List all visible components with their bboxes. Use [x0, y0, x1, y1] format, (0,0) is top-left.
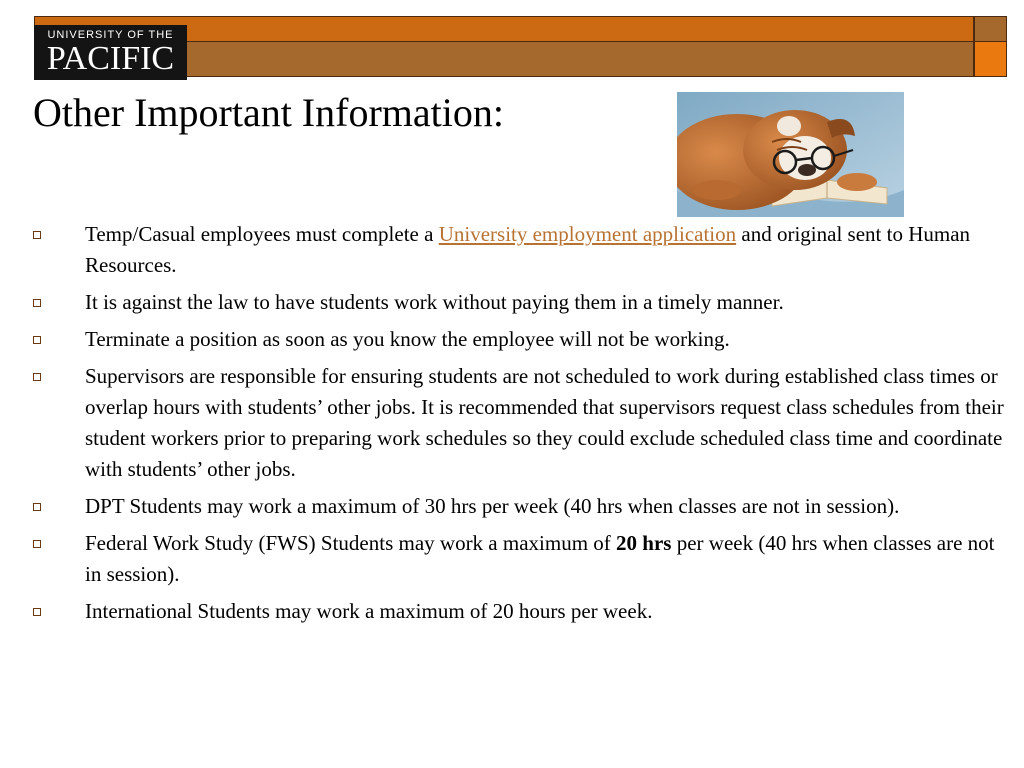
list-item	[30, 596, 1015, 627]
bullet-text-bold: 20 hrs	[616, 531, 672, 555]
bullet-text-before: Temp/Casual employees must complete a	[85, 222, 439, 246]
info-bullet-list	[30, 219, 1015, 633]
slide-title: Other Important Information:	[33, 90, 504, 135]
logo-top-text: UNIVERSITY OF THE	[47, 29, 174, 41]
bullet-text: International Students may work a maximum of 20 hours per week.	[85, 599, 653, 623]
list-item	[30, 287, 1015, 318]
square-bullet-icon	[33, 373, 41, 381]
square-bullet-icon	[33, 231, 41, 239]
square-bullet-icon	[33, 503, 41, 511]
header-square-top	[974, 16, 1007, 42]
bulldog-icon	[677, 92, 904, 217]
square-bullet-icon	[33, 299, 41, 307]
square-bullet-icon	[33, 540, 41, 548]
list-item	[30, 361, 1015, 485]
logo-main-text: PACIFIC	[46, 40, 175, 77]
bullet-text: It is against the law to have students work without paying them in a timely manner.	[85, 290, 784, 314]
bullet-text-after: and original sent to Human Resources.	[85, 222, 971, 277]
square-bullet-icon	[33, 336, 41, 344]
list-item	[30, 324, 1015, 355]
bullet-text-after: per week (40 hrs when classes are not in session).	[85, 531, 995, 586]
bullet-text: DPT Students may work a maximum of 30 hrs per week (40 hrs when classes are not in session).	[85, 494, 900, 518]
list-item	[30, 528, 1015, 590]
employment-application-link[interactable]: University employment application	[438, 222, 737, 246]
bulldog-reading-image	[677, 92, 904, 217]
bullet-text: Terminate a position as soon as you know the employee will not be working.	[85, 327, 730, 351]
university-logo	[34, 25, 187, 80]
list-item	[30, 491, 1015, 522]
bullet-text-before: Federal Work Study (FWS) Students may work a maximum of	[85, 531, 617, 555]
list-item	[30, 219, 1015, 281]
bullet-text: Supervisors are responsible for ensuring students are not scheduled to work during established class times or overlap hours with students’ other jobs. It is recommended that supervisors request class schedules from their student workers prior to preparing work schedules so they could exclude scheduled class time and coordinate with students’ other jobs.	[85, 364, 1004, 481]
square-bullet-icon	[33, 608, 41, 616]
header-square-bottom	[974, 42, 1007, 77]
